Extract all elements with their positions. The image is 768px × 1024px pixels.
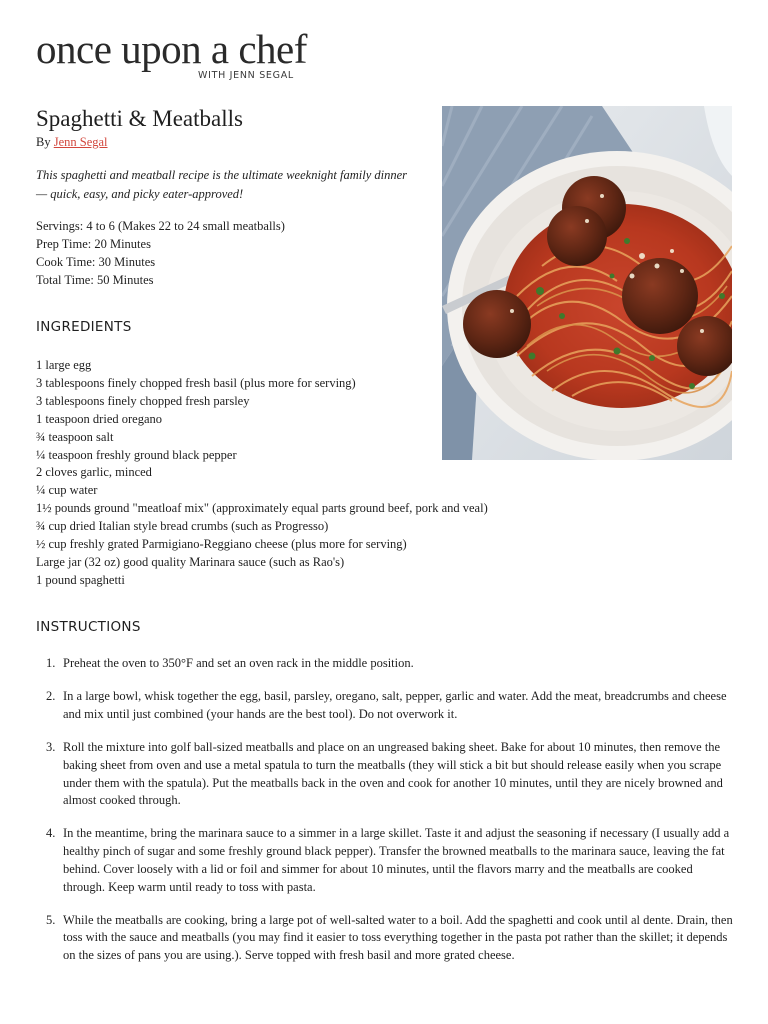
ingredient-item: 1 pound spaghetti [36, 572, 125, 587]
step-text: In the meantime, bring the marinara sauce to a simmer in a large skillet. Taste it and adjust the seasoning if necessary (I usually add a healthy pinch of sugar and some freshly ground black pepper). Transfer the browned meatballs to the marinara sauce, leaving the fat behind. Cover loosely with a lid or foil and simmer for about 10 minutes, until the flavors marry and the meatballs are cooked through. Keep warm until ready to toss with pasta. [63, 826, 730, 894]
ingredient-item: 1 teaspoon dried oregano [36, 411, 163, 426]
step-number: 1. [46, 656, 56, 670]
instructions-list [36, 655, 736, 980]
byline-label: By [36, 135, 51, 149]
ingredient-item: Large jar (32 oz) good quality Marinara sauce (such as Rao's) [36, 554, 345, 569]
author-link[interactable]: Jenn Segal [53, 135, 108, 149]
step-text: While the meatballs are cooking, bring a large pot of well-salted water to a boil. Add the spaghetti and cook until al dente. Drain, then toss with the sauce and meatballs (you may find it easier to toss everything together in the pasta pot rather than the skillet; it depends on the sizes of pans you are using.). Serve topped with fresh basil and more grated cheese. [63, 912, 733, 963]
ingredient-item: ¾ cup dried Italian style bread crumbs (such as Progresso) [36, 519, 329, 534]
step-text: Preheat the oven to 350°F and set an oven rack in the middle position. [63, 656, 414, 670]
logo-wordmark: once upon a chef [36, 26, 307, 72]
instruction-step [36, 739, 736, 810]
step-number: 4. [46, 826, 56, 841]
ingredient-item: 1 large egg [36, 358, 92, 372]
ingredient-item: ½ cup freshly grated Parmigiano-Reggiano cheese (plus more for serving) [36, 537, 407, 552]
ingredients-heading: INGREDIENTS [36, 319, 132, 335]
step-text: Roll the mixture into golf ball-sized meatballs and place on an ungreased baking sheet. Bake for about 10 minutes, then remove the baking sheet from oven and use a metal spatula to turn the meatballs (they will stick a bit but should release easily when you scrape under them with the spatula). Put the meatballs back in the oven and cook for another 10 minutes, until they are nicely browned and almost cooked through. [63, 740, 723, 808]
instruction-step [36, 688, 736, 723]
ingredients-list [36, 357, 488, 590]
step-text: In a large bowl, whisk together the egg, basil, parsley, oregano, salt, pepper, garlic and water. Add the meat, breadcrumbs and cheese and mix until just combined (your hands are the best tool). Do not overwork it. [63, 689, 727, 721]
recipe-meta [36, 217, 285, 289]
byline [36, 135, 108, 150]
instruction-step [36, 912, 736, 965]
step-number: 5. [46, 912, 56, 927]
ingredient-item: ¾ teaspoon salt [36, 429, 114, 444]
ingredient-item: 1½ pounds ground "meatloaf mix" (approximately equal parts ground beef, pork and veal) [36, 501, 488, 516]
servings: Servings: 4 to 6 (Makes 22 to 24 small meatballs) [36, 219, 285, 233]
recipe-intro: This spaghetti and meatball recipe is the ultimate weeknight family dinner — quick, easy, and picky eater-approved! [36, 168, 408, 201]
recipe-title: Spaghetti & Meatballs [36, 106, 243, 131]
logo-tagline: WITH JENN SEGAL [198, 70, 294, 81]
ingredient-item: 2 cloves garlic, minced [36, 465, 152, 480]
ingredient-item: 3 tablespoons finely chopped fresh basil (plus more for serving) [36, 375, 356, 390]
site-logo[interactable] [36, 26, 307, 81]
instructions-heading: INSTRUCTIONS [36, 619, 141, 635]
ingredient-item: ¼ cup water [36, 483, 98, 498]
total-time: Total Time: 50 Minutes [36, 273, 154, 287]
prep-time: Prep Time: 20 Minutes [36, 237, 151, 251]
cook-time: Cook Time: 30 Minutes [36, 255, 156, 269]
step-number: 2. [46, 689, 56, 704]
instruction-step [36, 825, 736, 896]
ingredient-item: 3 tablespoons finely chopped fresh parsley [36, 393, 250, 408]
instruction-step [36, 655, 736, 673]
ingredient-item: ¼ teaspoon freshly ground black pepper [36, 447, 237, 462]
step-number: 3. [46, 740, 56, 755]
